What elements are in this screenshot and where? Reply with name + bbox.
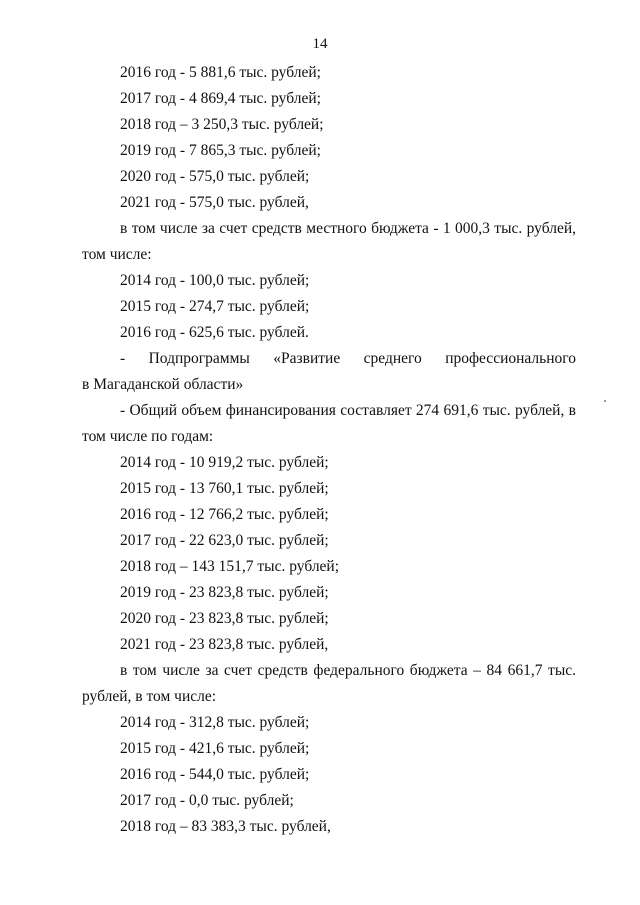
text-line: 2020 год - 575,0 тыс. рублей; — [120, 168, 310, 185]
text-line: 2021 год - 575,0 тыс. рублей, — [120, 194, 309, 211]
text-line: 2016 год - 544,0 тыс. рублей; — [120, 766, 310, 783]
scan-speck — [604, 400, 606, 402]
text-line: 2018 год – 143 151,7 тыс. рублей; — [120, 558, 340, 575]
text-line: 2016 год - 5 881,6 тыс. рублей; — [120, 64, 321, 81]
text-line: 2016 год - 625,6 тыс. рублей. — [120, 324, 309, 341]
text-line: 2018 год – 3 250,3 тыс. рублей; — [120, 116, 324, 133]
text-line: в том числе за счет средств местного бюджета - 1 000,3 тыс. рублей, — [120, 220, 576, 237]
text-line: 2021 год - 23 823,8 тыс. рублей, — [120, 636, 329, 653]
text-line: 2020 год - 23 823,8 тыс. рублей; — [120, 610, 329, 627]
text-line: том числе: — [82, 246, 152, 263]
text-line: 2017 год - 0,0 тыс. рублей; — [120, 792, 294, 809]
text-line: том числе по годам: — [82, 428, 214, 445]
text-line: 2014 год - 10 919,2 тыс. рублей; — [120, 454, 329, 471]
text-line: рублей, в том числе: — [82, 688, 217, 705]
text-line: - Подпрограммы «Развитие среднего профессионального — [120, 350, 576, 367]
text-line: 2014 год - 100,0 тыс. рублей; — [120, 272, 310, 289]
text-line: 2019 год - 7 865,3 тыс. рублей; — [120, 142, 321, 159]
text-line: в Магаданской области» — [82, 376, 244, 393]
text-line: 2018 год – 83 383,3 тыс. рублей, — [120, 818, 331, 835]
text-line: 2019 год - 23 823,8 тыс. рублей; — [120, 584, 329, 601]
text-line: 2015 год - 421,6 тыс. рублей; — [120, 740, 310, 757]
text-line: 2015 год - 274,7 тыс. рублей; — [120, 298, 310, 315]
document-body — [82, 60, 576, 840]
text-line: 2015 год - 13 760,1 тыс. рублей; — [120, 480, 329, 497]
text-line: 2016 год - 12 766,2 тыс. рублей; — [120, 506, 329, 523]
text-line: 2014 год - 312,8 тыс. рублей; — [120, 714, 310, 731]
page-number: 14 — [312, 36, 328, 52]
text-line: в том числе за счет средств федерального бюджета – 84 661,7 тыс. — [120, 662, 576, 679]
text-line: 2017 год - 4 869,4 тыс. рублей; — [120, 90, 321, 107]
text-line: - Общий объем финансирования составляет 274 691,6 тыс. рублей, в — [120, 402, 576, 419]
text-line: 2017 год - 22 623,0 тыс. рублей; — [120, 532, 329, 549]
